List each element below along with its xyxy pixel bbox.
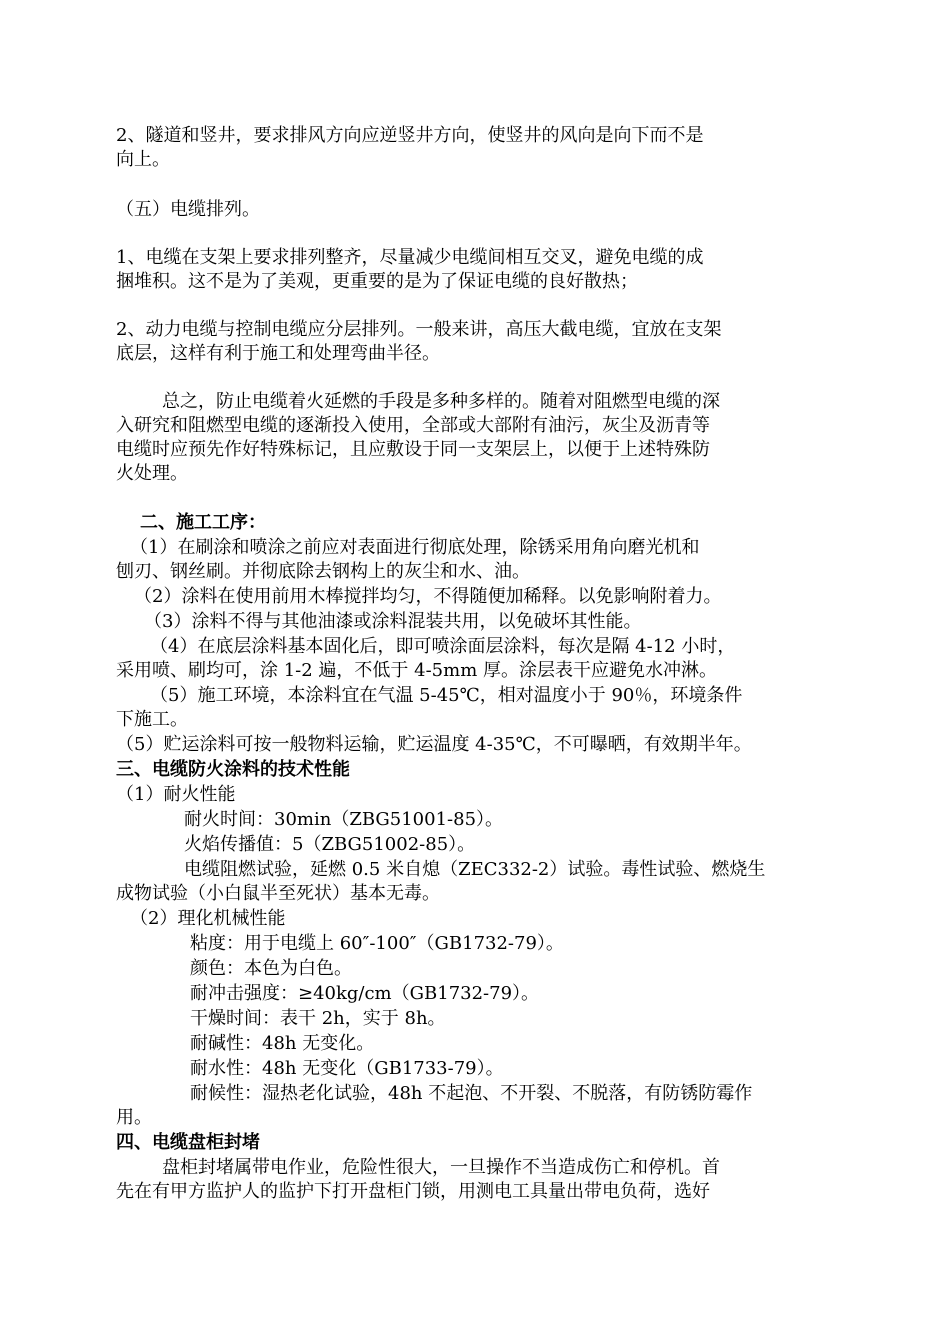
text-line: 耐碱性：48h 无变化。	[190, 1033, 375, 1054]
text-line: 火处理。	[116, 463, 188, 484]
text-line: 底层，这样有利于施工和处理弯曲半径。	[116, 343, 440, 364]
text-line: 电缆时应预先作好特殊标记，且应敷设于同一支架层上，以便于上述特殊防	[116, 439, 710, 460]
text-line: （1）在刷涂和喷涂之前应对表面进行彻底处理，除锈采用角向磨光机和	[130, 537, 700, 558]
text-line: （1）耐火性能	[116, 784, 236, 805]
text-line: 下施工。	[116, 709, 188, 730]
text-line: （2）涂料在使用前用木棒搅拌均匀，不得随便加稀释。以免影响附着力。	[134, 586, 722, 607]
text-line: 电缆阻燃试验，延燃 0.5 米自熄（ZEC332-2）试验。毒性试验、燃烧生	[184, 859, 766, 880]
text-line: 入研究和阻燃型电缆的逐渐投入使用，全部或大部附有油污，灰尘及沥青等	[116, 415, 710, 436]
text-line: 总之，防止电缆着火延燃的手段是多种多样的。随着对阻燃型电缆的深	[162, 391, 720, 412]
text-line: 成物试验（小白鼠半至死状）基本无毒。	[116, 883, 440, 904]
section-heading: 二、施工工序：	[140, 512, 266, 533]
text-line: 采用喷、刷均可，涂 1-2 遍，不低于 4-5mm 厚。涂层表干应避免水冲淋。	[116, 660, 717, 681]
section-heading: （五）电缆排列。	[116, 199, 260, 220]
text-line: 先在有甲方监护人的监护下打开盘柜门锁，用测电工具量出带电负荷，选好	[116, 1181, 710, 1202]
text-line: 捆堆积。这不是为了美观，更重要的是为了保证电缆的良好散热；	[116, 271, 638, 292]
text-line: 耐冲击强度：≥40kg/cm（GB1732-79）。	[190, 983, 540, 1004]
text-line: 1、电缆在支架上要求排列整齐，尽量减少电缆间相互交叉，避免电缆的成	[116, 247, 704, 268]
text-line: 干燥时间：表干 2h，实于 8h。	[190, 1008, 446, 1029]
text-line: 耐水性：48h 无变化（GB1733-79）。	[190, 1058, 504, 1079]
text-line: 向上。	[116, 149, 170, 170]
text-line: （2）理化机械性能	[130, 908, 286, 929]
text-line: 盘柜封堵属带电作业，危险性很大，一旦操作不当造成伤亡和停机。首	[162, 1157, 720, 1178]
text-line: 用。	[116, 1107, 152, 1128]
text-line: 刨刃、钢丝刷。并彻底除去钢构上的灰尘和水、油。	[116, 561, 530, 582]
text-line: 2、动力电缆与控制电缆应分层排列。一般来讲，高压大截电缆，宜放在支架	[116, 319, 722, 340]
text-line: （5）施工环境，本涂料宜在气温 5-45℃，相对温度小于 90％，环境条件	[150, 685, 743, 706]
text-line: （4）在底层涂料基本固化后，即可喷涂面层涂料，每次是隔 4-12 小时，	[150, 636, 736, 657]
text-line: 颜色：本色为白色。	[190, 958, 352, 979]
text-line: 2、隧道和竖井，要求排风方向应逆竖井方向，使竖井的风向是向下而不是	[116, 125, 704, 146]
section-heading: 四、电缆盘柜封堵	[116, 1132, 260, 1153]
text-line: （3）涂料不得与其他油漆或涂料混装共用，以免破坏其性能。	[144, 611, 642, 632]
text-line: （5）贮运涂料可按一般物料运输，贮运温度 4-35℃，不可曝晒，有效期半年。	[116, 734, 752, 755]
text-line: 火焰传播值：5（ZBG51002-85）。	[184, 834, 476, 855]
section-heading: 三、电缆防火涂料的技术性能	[116, 759, 350, 780]
text-line: 耐候性：湿热老化试验，48h 不起泡、不开裂、不脱落，有防锈防霉作	[190, 1083, 753, 1104]
text-line: 粘度：用于电缆上 60″-100″（GB1732-79）。	[190, 933, 564, 954]
text-line: 耐火时间：30min（ZBG51001-85）。	[184, 809, 504, 830]
